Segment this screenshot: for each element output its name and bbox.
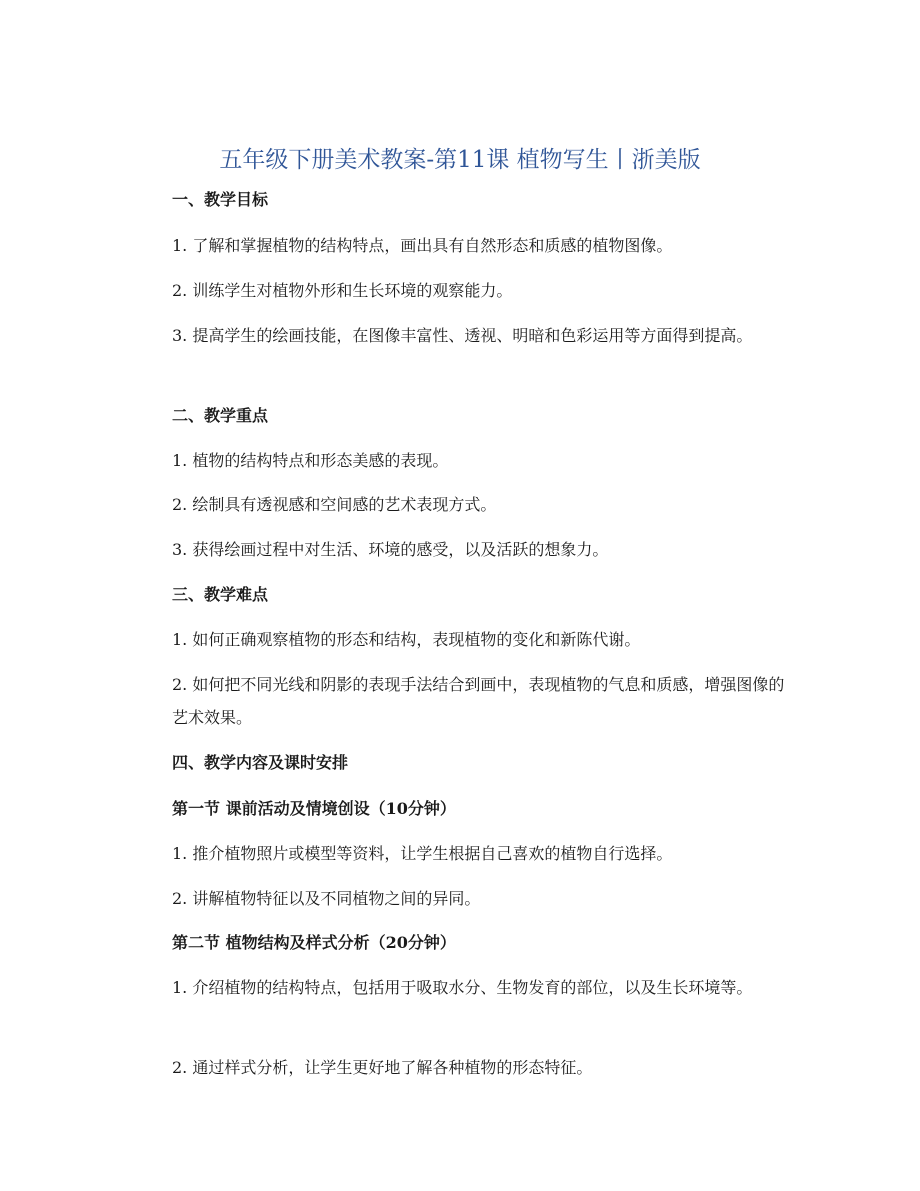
- key-point-item-1: 1. 植物的结构特点和形态美感的表现。: [172, 451, 449, 470]
- subsection-heading-lesson-2: 第二节 植物结构及样式分析（20分钟）: [172, 933, 456, 952]
- objective-item-3: 3. 提高学生的绘画技能，在图像丰富性、透视、明暗和色彩运用等方面得到提高。: [172, 326, 753, 345]
- section-heading-key-points: 二、教学重点: [172, 406, 269, 425]
- lesson-1-item-2: 2. 讲解植物特征以及不同植物之间的异同。: [172, 889, 481, 908]
- document-title: 五年级下册美术教案-第11课 植物写生丨浙美版: [219, 147, 701, 173]
- lesson-2-item-2: 2. 通过样式分析，让学生更好地了解各种植物的形态特征。: [172, 1058, 593, 1077]
- difficulty-item-1: 1. 如何正确观察植物的形态和结构，表现植物的变化和新陈代谢。: [172, 630, 641, 649]
- key-point-item-3: 3. 获得绘画过程中对生活、环境的感受，以及活跃的想象力。: [172, 540, 609, 559]
- section-heading-difficulties: 三、教学难点: [172, 585, 269, 604]
- key-point-item-2: 2. 绘制具有透视感和空间感的艺术表现方式。: [172, 495, 497, 514]
- subsection-heading-lesson-1: 第一节 课前活动及情境创设（10分钟）: [172, 799, 456, 818]
- lesson-2-item-1: 1. 介绍植物的结构特点，包括用于吸取水分、生物发育的部位，以及生长环境等。: [172, 978, 753, 997]
- section-heading-content-schedule: 四、教学内容及课时安排: [172, 753, 349, 772]
- difficulty-item-2: 2. 如何把不同光线和阴影的表现手法结合到画中，表现植物的气息和质感，增强图像的艺术效果。: [172, 675, 785, 727]
- lesson-1-item-1: 1. 推介植物照片或模型等资料，让学生根据自己喜欢的植物自行选择。: [172, 844, 673, 863]
- objective-item-1: 1. 了解和掌握植物的结构特点，画出具有自然形态和质感的植物图像。: [172, 236, 673, 255]
- section-heading-objectives: 一、教学目标: [172, 190, 269, 209]
- objective-item-2: 2. 训练学生对植物外形和生长环境的观察能力。: [172, 281, 513, 300]
